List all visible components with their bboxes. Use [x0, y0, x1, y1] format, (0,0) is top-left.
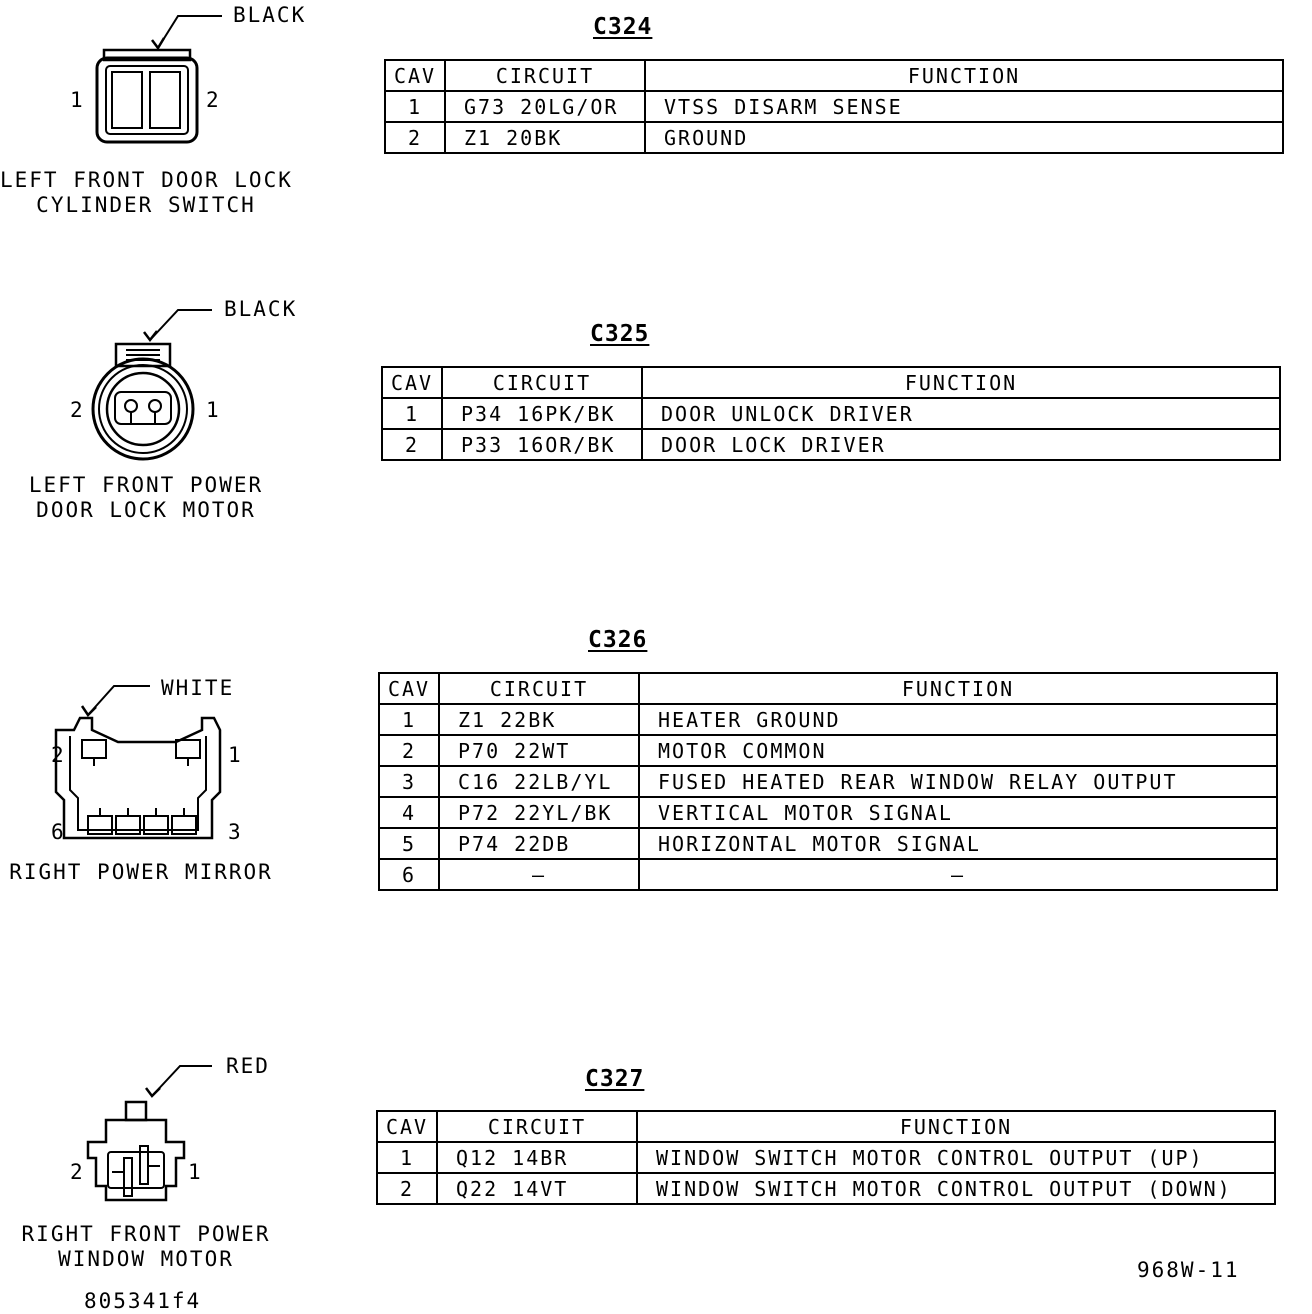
table-row: [379, 735, 1277, 766]
circuit-cell: Z1 22BK: [439, 704, 639, 735]
c324-name-line1: LEFT FRONT DOOR LOCK: [0, 168, 293, 192]
c327-name-line2: WINDOW MOTOR: [58, 1247, 234, 1271]
function-header: FUNCTION: [642, 367, 1280, 398]
cav-cell: 2: [377, 1173, 437, 1204]
c326-pin-top-left-label: 2: [51, 743, 66, 767]
function-cell: VTSS DISARM SENSE: [645, 91, 1283, 122]
c324-title: C324: [593, 14, 653, 40]
c325-pin-table: [381, 366, 1281, 461]
cav-header: CAV: [377, 1111, 437, 1142]
circuit-cell: P33 16OR/BK: [442, 429, 642, 460]
circuit-header: CIRCUIT: [445, 60, 645, 91]
function-cell: WINDOW SWITCH MOTOR CONTROL OUTPUT (UP): [637, 1142, 1275, 1173]
c324-connector-icon: [97, 16, 222, 142]
c326-name-line1: RIGHT POWER MIRROR: [9, 860, 273, 884]
function-cell: DOOR UNLOCK DRIVER: [642, 398, 1280, 429]
c326-connector-icon: [56, 686, 220, 838]
cav-cell: 3: [379, 766, 439, 797]
c327-color-label: RED: [226, 1054, 270, 1078]
cav-header: CAV: [382, 367, 442, 398]
circuit-cell: Z1 20BK: [445, 122, 645, 153]
circuit-cell: P74 22DB: [439, 828, 639, 859]
c325-connector-name: [0, 473, 292, 523]
table-row: [382, 429, 1280, 460]
cav-cell: 1: [377, 1142, 437, 1173]
c325-name-line1: LEFT FRONT POWER: [28, 473, 264, 497]
cav-cell: 6: [379, 859, 439, 890]
cav-cell: 1: [379, 704, 439, 735]
circuit-cell: Q12 14BR: [437, 1142, 637, 1173]
cav-cell: 2: [385, 122, 445, 153]
function-cell: VERTICAL MOTOR SIGNAL: [639, 797, 1277, 828]
function-header: FUNCTION: [639, 673, 1277, 704]
c325-title: C325: [590, 321, 650, 347]
circuit-cell: Q22 14VT: [437, 1173, 637, 1204]
table-row: [385, 91, 1283, 122]
c325-name-line2: DOOR LOCK MOTOR: [36, 498, 256, 522]
function-header: FUNCTION: [637, 1111, 1275, 1142]
c326-color-label: WHITE: [161, 676, 235, 700]
function-cell: WINDOW SWITCH MOTOR CONTROL OUTPUT (DOWN): [637, 1173, 1275, 1204]
c324-pin-left-label: 1: [70, 88, 85, 112]
c325-connector-icon: [93, 310, 212, 459]
circuit-cell: P34 16PK/BK: [442, 398, 642, 429]
c325-color-label: BLACK: [224, 297, 298, 321]
table-row: [379, 704, 1277, 735]
c327-pin-right-label: 1: [188, 1160, 203, 1184]
c326-title: C326: [588, 627, 648, 653]
c325-pin-right-label: 1: [206, 398, 221, 422]
c327-pin-left-label: 2: [70, 1160, 85, 1184]
table-row: [385, 122, 1283, 153]
c324-connector-name: [0, 168, 292, 218]
cav-header: CAV: [385, 60, 445, 91]
c327-connector-name: [0, 1222, 292, 1272]
circuit-header: CIRCUIT: [437, 1111, 637, 1142]
circuit-cell: P72 22YL/BK: [439, 797, 639, 828]
c324-pin-table: [384, 59, 1284, 154]
table-header-row: [377, 1111, 1275, 1142]
function-cell: HEATER GROUND: [639, 704, 1277, 735]
circuit-header: CIRCUIT: [439, 673, 639, 704]
cav-cell: 4: [379, 797, 439, 828]
c324-name-line2: CYLINDER SWITCH: [36, 193, 256, 217]
c326-connector-name: [0, 860, 282, 885]
circuit-header: CIRCUIT: [442, 367, 642, 398]
c327-name-line1: RIGHT FRONT POWER: [21, 1222, 271, 1246]
cav-cell: 2: [382, 429, 442, 460]
function-cell: DOOR LOCK DRIVER: [642, 429, 1280, 460]
c325-pin-left-label: 2: [70, 398, 85, 422]
c326-pin-top-right-label: 1: [228, 743, 243, 767]
table-header-row: [379, 673, 1277, 704]
circuit-cell: G73 20LG/OR: [445, 91, 645, 122]
circuit-cell: C16 22LB/YL: [439, 766, 639, 797]
part-number: 805341f4: [84, 1289, 202, 1313]
cav-cell: 2: [379, 735, 439, 766]
c327-title: C327: [585, 1066, 645, 1092]
table-header-row: [382, 367, 1280, 398]
table-row: [377, 1173, 1275, 1204]
cav-header: CAV: [379, 673, 439, 704]
function-cell: MOTOR COMMON: [639, 735, 1277, 766]
table-row: [377, 1142, 1275, 1173]
table-row: [379, 859, 1277, 890]
function-cell: –: [639, 859, 1277, 890]
table-header-row: [385, 60, 1283, 91]
function-header: FUNCTION: [645, 60, 1283, 91]
cav-cell: 1: [385, 91, 445, 122]
circuit-cell: –: [439, 859, 639, 890]
c326-pin-bottom-left-label: 6: [51, 820, 66, 844]
c324-pin-right-label: 2: [206, 88, 221, 112]
c327-pin-table: [376, 1110, 1276, 1205]
figure-code: 968W-11: [1137, 1258, 1240, 1282]
cav-cell: 1: [382, 398, 442, 429]
c326-pin-bottom-right-label: 3: [228, 820, 243, 844]
cav-cell: 5: [379, 828, 439, 859]
table-row: [379, 828, 1277, 859]
function-cell: GROUND: [645, 122, 1283, 153]
table-row: [382, 398, 1280, 429]
c324-color-label: BLACK: [233, 3, 307, 27]
function-cell: HORIZONTAL MOTOR SIGNAL: [639, 828, 1277, 859]
function-cell: FUSED HEATED REAR WINDOW RELAY OUTPUT: [639, 766, 1277, 797]
table-row: [379, 797, 1277, 828]
circuit-cell: P70 22WT: [439, 735, 639, 766]
table-row: [379, 766, 1277, 797]
c326-pin-table: [378, 672, 1278, 891]
